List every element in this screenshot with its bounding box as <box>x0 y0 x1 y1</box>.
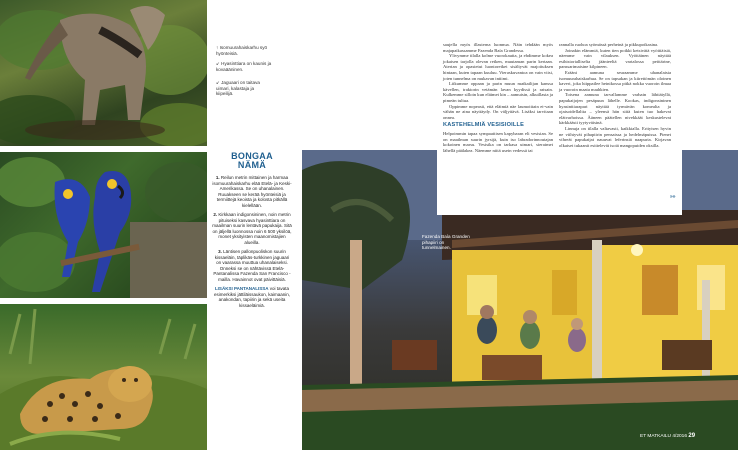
jaguar-illustration <box>0 304 207 450</box>
article-paragraph: Oppimme nopeasti, että eläimiä näe laumoittain ei-vain vähän ne aina näyttäydy. On väljyttävä. Lisäksi tarvitaan onnea. <box>443 103 553 120</box>
macaw-photo <box>0 152 207 298</box>
caption-jaguar: ↙ Jaguaari on taitava uimari, kalastaja ja kiipeilijä. <box>216 80 260 97</box>
article-paragraph: rannalla ruohoa syömässä perheinä ja pikkupoikasina. <box>559 42 659 47</box>
article-paragraph: Helpoimmin tapaa sympaattisen kapybaran eli vesisian. Se on maailman suurin jyrsijä, kuin iso labradorinnoutajan kokoinen marsu. Vesisika on tarkasa uimari, sieraimet lähellä päälakea. Näemme niitä usein vedessä tai <box>443 130 553 153</box>
sidebar-item-macaw <box>212 212 292 245</box>
anteater-illustration <box>0 0 207 146</box>
sidebar-extra <box>212 286 292 308</box>
article-subheading: KASTEHELMIÄ VESISIOILLE <box>443 122 525 129</box>
continue-mark: »» <box>670 194 676 200</box>
caption-macaw: ↙ Hyasinttiara on kaunis ja kovaääninen. <box>216 61 272 72</box>
article-paragraph: Linnuja on tilalla valtavasti, kaikkialla. Erityisen hyvin ne viihtyvät pihapiirin pensaissa ja hedelmäpuissa. Pienet vihreät papukaijat nauuvat leferinsiä naapuria. Kirjavan olkaiset tukaanit esittelevät isoiä mangopuiden oksilla. <box>559 125 671 148</box>
sidebar-item-number: 2. <box>213 212 218 217</box>
macaw-illustration <box>0 152 207 298</box>
caption-lodge: Fazenda Baía Granden pihapiiri on tunnelmainen. <box>422 234 470 251</box>
sidebar-title <box>212 152 292 170</box>
article-paragraph: Ylivymme tilalla kolme vuorokautta, ja ehdimme kokea jokaisen tarjolla olevan retken, muutaman parin kertaan. Aterian ja opastetut luontoretket sisältyvät majoituksen hintaan, kuten tapaan kuuluu. Vieraskuvantoa on vain viisi, joten tunnelma on mukavan intiimi. <box>443 53 553 81</box>
jaguar-photo <box>0 304 207 450</box>
sidebar-extra-label: LISÄKSI PANTANALISSA <box>214 286 269 291</box>
article-paragraph: Erääni aamuna seuraamme uhanalaista isomuurahaiskarhua. Se on tapsakan ja kiirettömän oloinen kaveri, joka hiippailee heinikossa pitkä nokka vuoroin ilmaa ja vuoroin maata nuuhkien. <box>559 69 671 92</box>
species-sidebar <box>212 152 292 312</box>
article-paragraph: Joinakin elämmiä, kuten tien poikki ketsivätä vyöttiäisiä, näemme vain vilauksen. Vyöttäinen näyttää esihistorialliselta jäänteeltä vartalossa peittärine, panssarimaisine kilpineen. <box>559 47 671 70</box>
sidebar-item-number: 3. <box>218 249 222 254</box>
sidebar-item-number: 1. <box>215 175 220 180</box>
article-paragraph: Toisena aamuna tarvallamme varhain lähtiätyllä, papukaijojen pesäpuun lähelle. Kookas, indigonsininen hyasinttiarapari näyttää tyrmävän komealta ja ojaisoidellaltta – yleensä hän siitä kuten tuo hakevat elätvarhoissa. Ääneen päätellen nivekkäät keskustelevat kärkkäästi tyytyväisinä. <box>559 92 671 126</box>
sidebar-title-line2: NÄMÄ <box>237 160 267 170</box>
sidebar-extra-text: voi tavata esimerkiksi jättiläissaukon, kaimaanin, anakondan, tapiirin ja sekä useita kissaeläimiä. <box>213 286 291 308</box>
sidebar-title-line1: BONGAA <box>231 151 273 161</box>
magazine-issue: ET MATKAILU 4/2016 <box>640 434 688 439</box>
sidebar-item-text: Kirkkaan indigonsininen, noin metrin pituiseksi kasvava hyasinttiara on maailman suurin lentävä papukaija. Sitä on jäljellä luonnossa noin 6 500 yksilöä, monet yksityisten maanomistajien alueilla. <box>212 212 292 245</box>
article-paragraph: saujella myös illasterna luonnua. Näin tehdään myös majapaikassamme Fazenda Baía Grandessa. <box>443 42 553 53</box>
anteater-photo <box>0 0 207 146</box>
page-footer <box>640 433 695 439</box>
article-column-2 <box>559 42 671 148</box>
article-column-1 <box>443 42 553 153</box>
sidebar-item-jaguar <box>212 249 292 282</box>
page-number: 29 <box>688 433 696 439</box>
article-paragraph: Liikumme oppaan ja parin muun matkailijan kanssa kävellen, traktorin vetämän lavan kyydissä ja ratsain. Kulkemme silloin kun eläimet kin – aamuisin, alkuillasta ja pimeän tultua. <box>443 81 553 103</box>
sidebar-item-anteater <box>212 175 292 208</box>
caption-anteater: ↑ Isomuurahaiskarhu syö hyönteisiä. <box>216 45 268 56</box>
sidebar-item-text: Reilun metrin mittainen ja harmaa isomuurahaiskarhu elää Etelä- ja Keski-Amerikassa. Se on uhanalainen. Ruuakseen se kerää hyönteisiä ja termiittejä keoista ja kolosta pitkällä kielellään. <box>212 175 292 208</box>
sidebar-item-text: Läntisen pallonpuoliskon suurin kissaeläin, täplikäs-turkkinen jaguaari on vaarassa muuttua uhanalaiseksi. Onneksi se on nähtävissä Etelä-Pantanalissa Fazenda San Francisco -mailla. Havainnot ovat päivittäisiä. <box>213 249 291 282</box>
